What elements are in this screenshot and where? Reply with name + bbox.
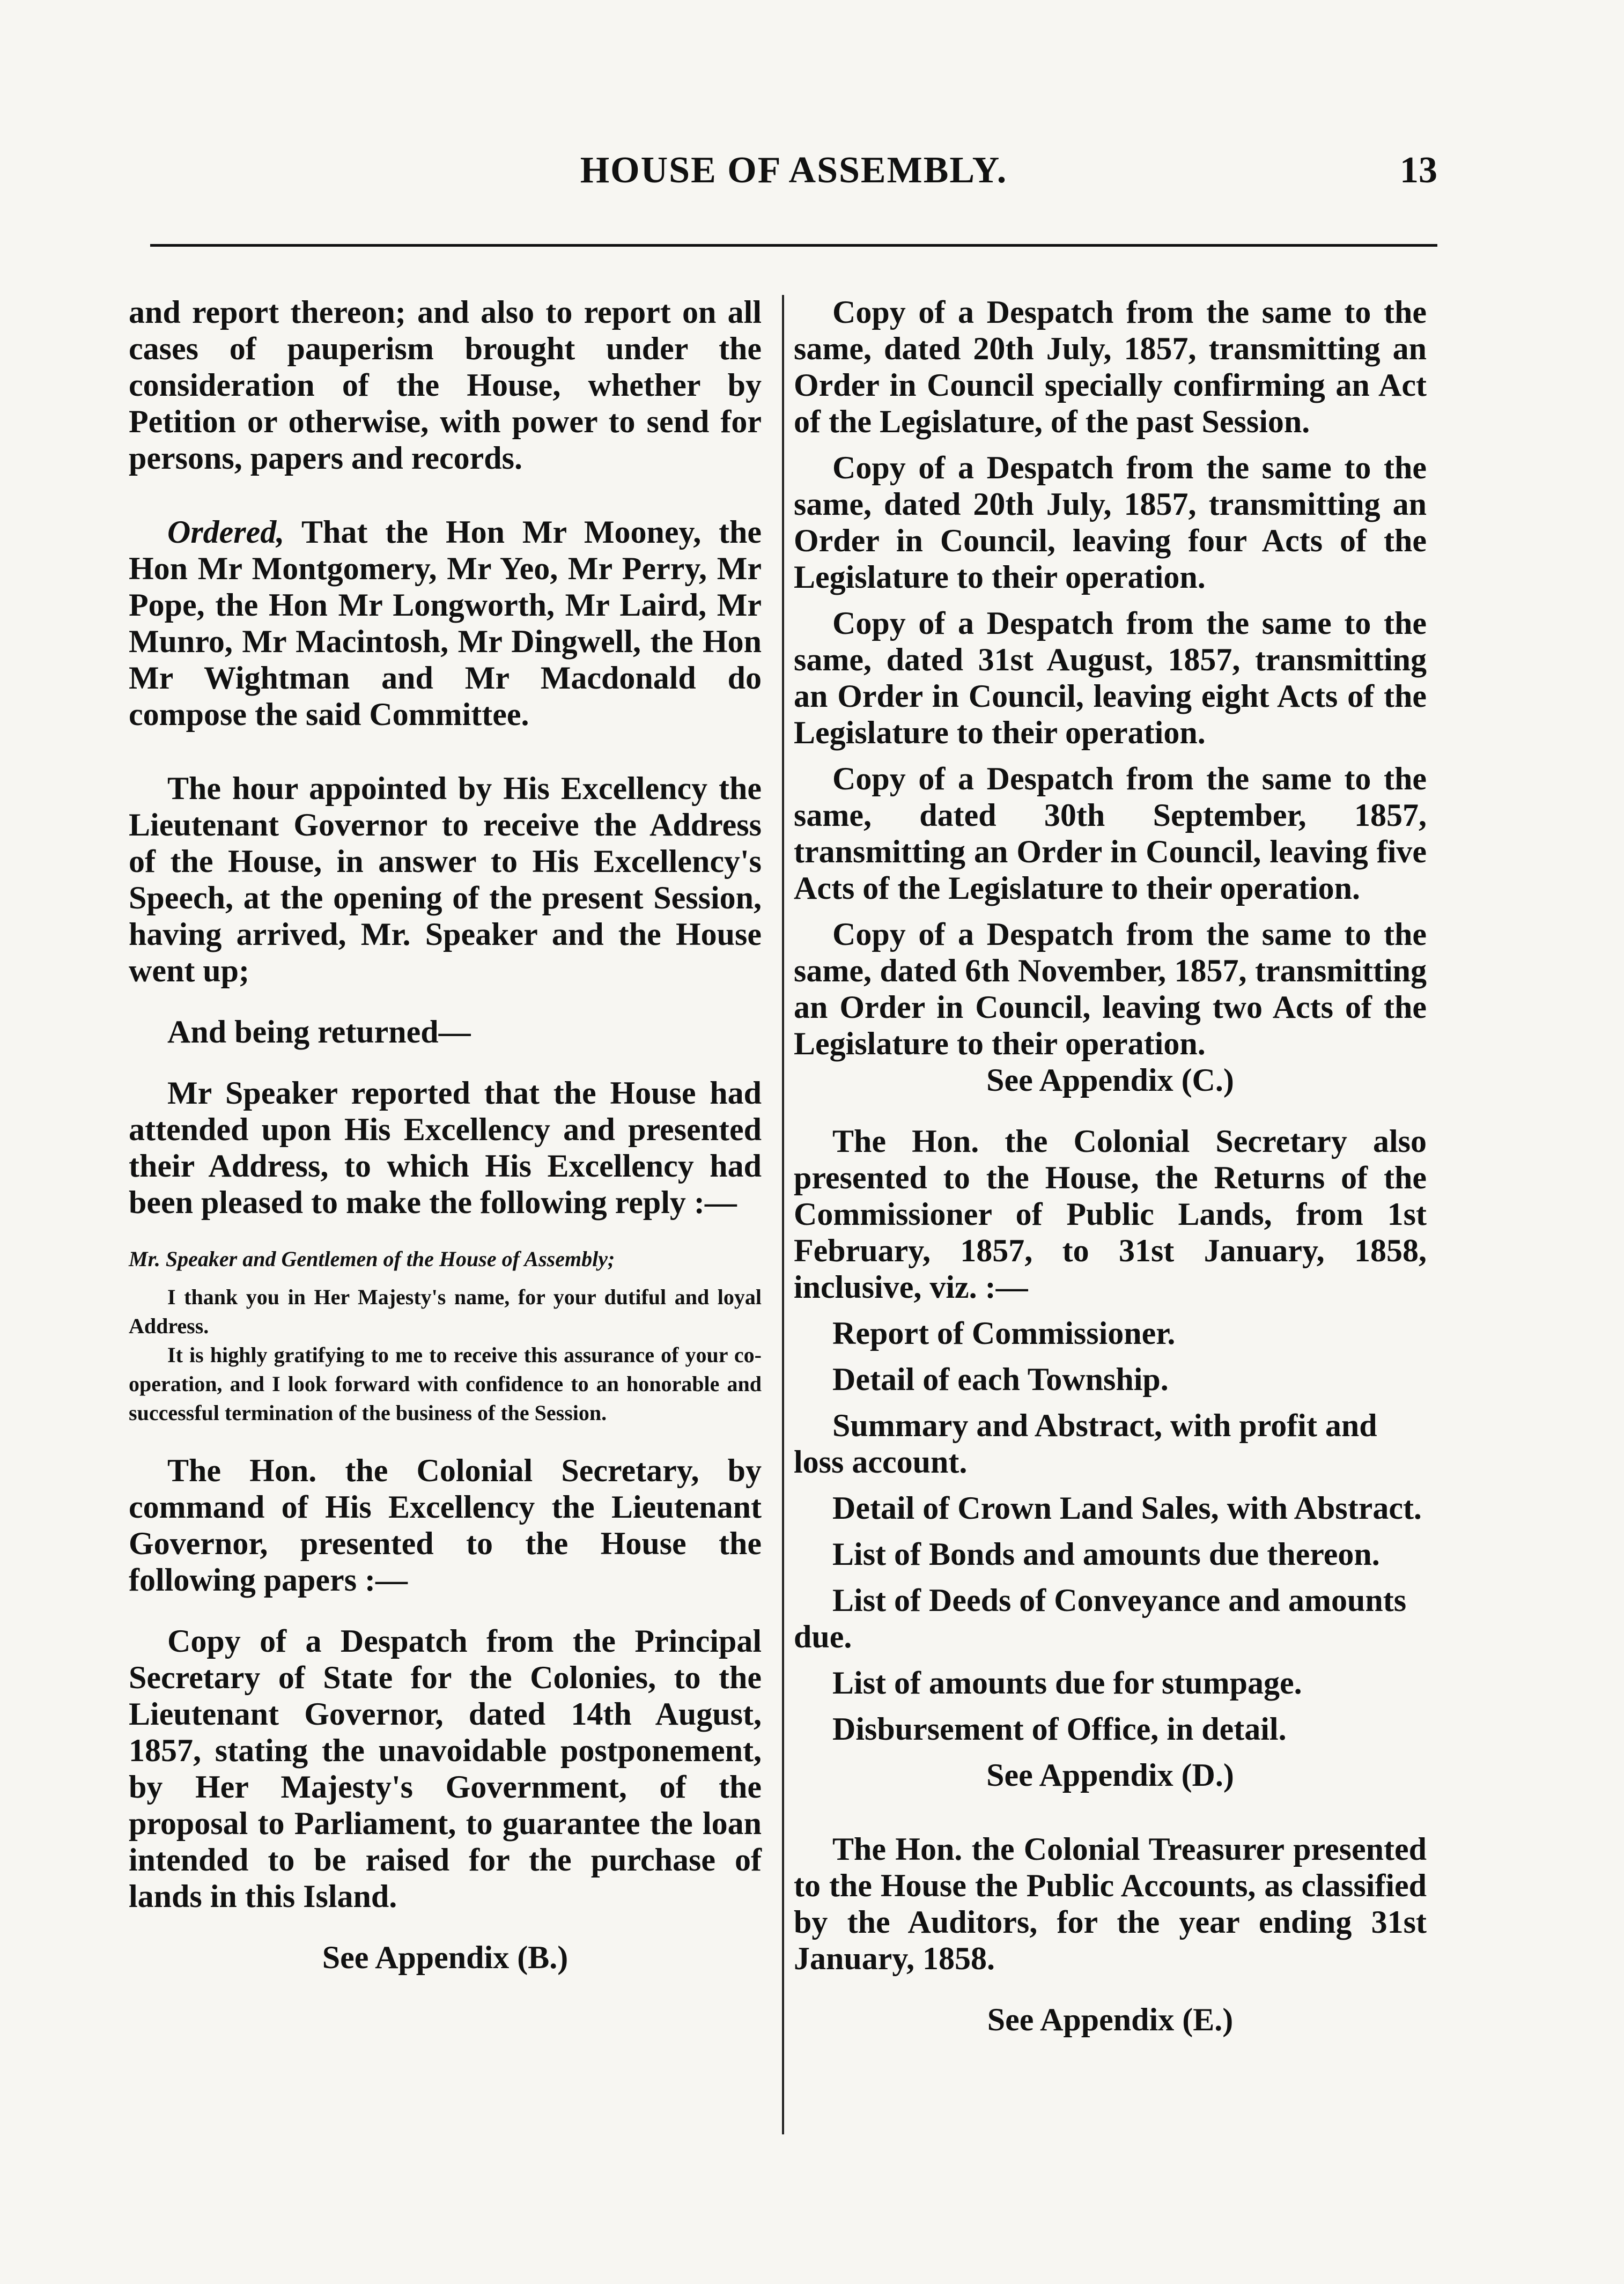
appendix-e: See Appendix (E.) [987, 2002, 1234, 2037]
paragraph-colonial-secretary: The Hon. the Colonial Secretary, by command of His Excellency the Lieutenant Governor, presented to the House the following papers :— [129, 1453, 762, 1598]
paragraph-land-returns: The Hon. the Colonial Secretary also presented to the House, the Returns of the Commissioner of Public Lands, from 1st February, 1857, to 31st January, 1858, inclusive, viz. :— [794, 1123, 1427, 1305]
list-item: Report of Commissioner. [832, 1315, 1176, 1351]
paragraph-principal-despatch: Copy of a Despatch from the Principal Secretary of State for the Colonies, to the Lieutenant Governor, dated 14th August, 1857, stating the unavoidable postponement, by Her Majesty's Government, of the proposal to Parliament, to guarantee the loan intended to be raised for the purchase of lands in this Island. [129, 1623, 762, 1914]
paragraph-ordered [129, 514, 762, 733]
paragraph-address-hour: The hour appointed by His Excellency the Lieutenant Governor to receive the Address of the House, in answer to His Excellency's Speech, at the opening of the present Session, having arrived, Mr. Speaker and the House went up; [129, 771, 762, 988]
despatch-3: Copy of a Despatch from the same to the same, dated 31st August, 1857, transmitting an Order in Council, leaving eight Acts of the Legislature to their operation. [794, 605, 1427, 750]
despatch-2: Copy of a Despatch from the same to the same, dated 20th July, 1857, transmitting an Order in Council, leaving four Acts of the Legislature to their operation. [794, 450, 1427, 595]
reply-paragraph-1: I thank you in Her Majesty's name, for your dutiful and loyal Address. [129, 1285, 762, 1338]
list-item: List of amounts due for stumpage. [832, 1665, 1302, 1701]
page-header [150, 149, 1437, 197]
list-item: List of Deeds of Conveyance and amounts due. [794, 1583, 1407, 1654]
returns-list [794, 1315, 1427, 1747]
list-item: Detail of Crown Land Sales, with Abstract. [832, 1490, 1422, 1526]
appendix-d: See Appendix (D.) [986, 1757, 1234, 1793]
reply-paragraph-2: It is highly gratifying to me to receive this assurance of your co-operation, and I look forward with confidence to an honorable and successful termination of the business of the Session. [129, 1343, 762, 1425]
header-rule [150, 244, 1437, 247]
list-item: Summary and Abstract, with profit and loss account. [794, 1408, 1377, 1480]
despatch-4: Copy of a Despatch from the same to the same, dated 30th September, 1857, transmitting an Order in Council, leaving five Acts of the Legislature to their operation. [794, 761, 1427, 906]
ordered-lead: Ordered, [167, 514, 285, 550]
column-divider [782, 295, 784, 2134]
ordered-text: That the Hon Mr Mooney, the Hon Mr Montgomery, Mr Yeo, Mr Perry, Mr Pope, the Hon Mr Longworth, Mr Laird, Mr Munro, Mr Macintosh, Mr Dingwell, the Hon Mr Wightman and Mr Macdonald do compose the said Committee. [129, 514, 762, 732]
paragraph-committee-remit: and report thereon; and also to report on all cases of pauperism brought under the consideration of the House, whether by Petition or otherwise, with power to send for persons, papers and records. [129, 294, 762, 476]
list-item: List of Bonds and amounts due thereon. [832, 1536, 1380, 1572]
despatch-1: Copy of a Despatch from the same to the same, dated 20th July, 1857, transmitting an Order in Council specially confirming an Act of the Legislature, of the past Session. [794, 294, 1427, 439]
page-number: 13 [1400, 150, 1437, 191]
right-column [794, 294, 1427, 2038]
paragraph-returned: And being returned— [167, 1014, 471, 1049]
reply-salutation: Mr. Speaker and Gentlemen of the House of Assembly; [129, 1247, 615, 1271]
appendix-c: See Appendix (C.) [986, 1062, 1234, 1098]
running-head: HOUSE OF ASSEMBLY. [580, 150, 1008, 191]
left-column [129, 294, 762, 1976]
appendix-b: See Appendix (B.) [322, 1940, 569, 1975]
list-item: Detail of each Township. [832, 1362, 1169, 1397]
paragraph-treasurer: The Hon. the Colonial Treasurer presented to the House the Public Accounts, as classified by the Auditors, for the year ending 31st January, 1858. [794, 1831, 1427, 1976]
paragraph-speaker-report: Mr Speaker reported that the House had attended upon His Excellency and presented their Address, to which His Excellency had been pleased to make the following reply :— [129, 1075, 762, 1220]
list-item: Disbursement of Office, in detail. [832, 1711, 1287, 1747]
despatch-5: Copy of a Despatch from the same to the same, dated 6th November, 1857, transmitting an Order in Council, leaving two Acts of the Legislature to their operation. [794, 916, 1427, 1061]
